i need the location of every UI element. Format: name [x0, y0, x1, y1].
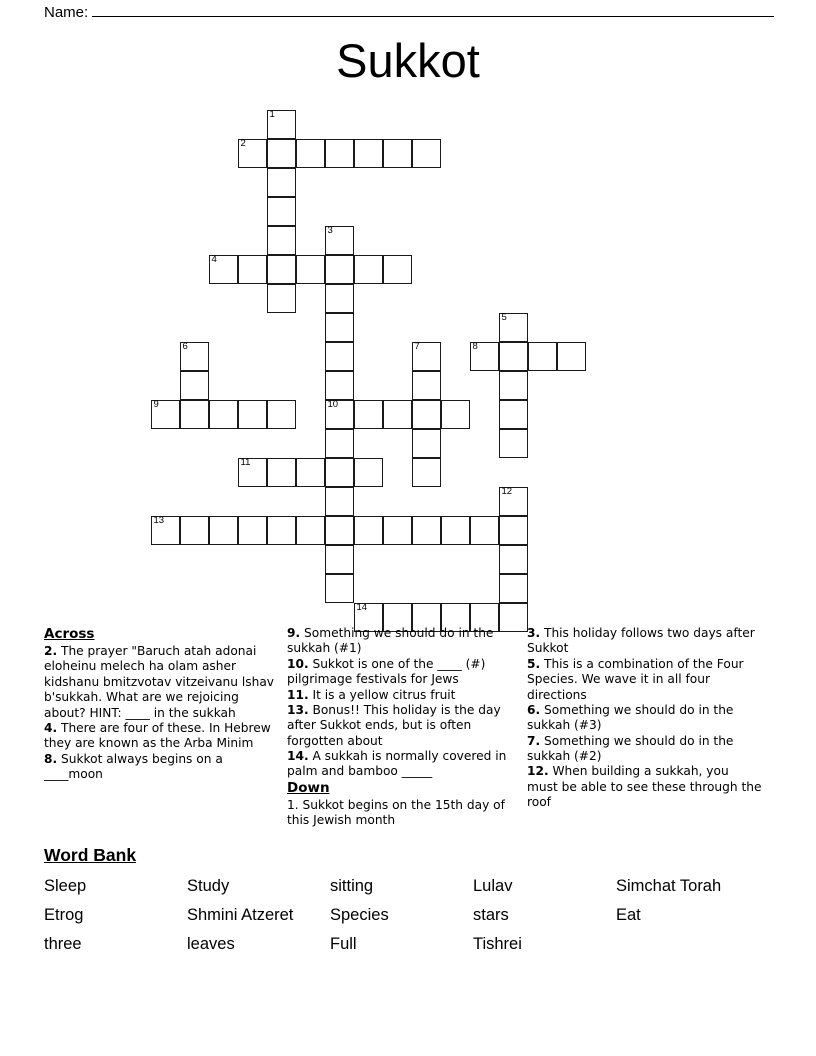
- grid-cell[interactable]: [238, 516, 267, 545]
- grid-cell[interactable]: [238, 255, 267, 284]
- grid-cell[interactable]: [354, 400, 383, 429]
- grid-cell-number: 5: [501, 312, 507, 323]
- grid-cell[interactable]: [499, 516, 528, 545]
- word-bank-empty: [616, 930, 759, 959]
- clue-text: This holiday follows two days after Sukkot: [527, 626, 755, 656]
- grid-cell[interactable]: [209, 400, 238, 429]
- down-heading: Down: [287, 779, 330, 796]
- grid-cell[interactable]: [354, 458, 383, 487]
- grid-cell[interactable]: [180, 342, 209, 371]
- grid-cell[interactable]: [325, 313, 354, 342]
- clues-section: [44, 626, 772, 829]
- clue-across-4: [44, 721, 277, 752]
- clue-number: 14.: [287, 749, 309, 763]
- grid-cell[interactable]: [499, 371, 528, 400]
- grid-cell[interactable]: [412, 342, 441, 371]
- word-bank-word[interactable]: Shmini Atzeret: [187, 906, 294, 924]
- grid-cell[interactable]: [325, 255, 354, 284]
- grid-cell-number: 10: [327, 399, 339, 410]
- grid-cell[interactable]: [180, 400, 209, 429]
- grid-cell[interactable]: [383, 400, 412, 429]
- grid-cell[interactable]: [151, 516, 180, 545]
- clue-text: Sukkot is one of the ____ (#) pilgrimage festivals for Jews: [287, 656, 486, 687]
- word-bank-word[interactable]: Sleep: [44, 877, 87, 895]
- clue-down-1: [287, 798, 517, 829]
- clue-across-8: [44, 752, 277, 783]
- word-bank: [44, 872, 774, 959]
- grid-cell[interactable]: [325, 516, 354, 545]
- grid-cell[interactable]: [325, 487, 354, 516]
- grid-cell[interactable]: [238, 139, 267, 168]
- clue-down-5: [527, 657, 762, 703]
- word-bank-row: [44, 930, 774, 959]
- clue-number: 3.: [527, 626, 541, 640]
- grid-cell[interactable]: [412, 429, 441, 458]
- clue-number: 5.: [527, 656, 541, 671]
- clue-number: 7.: [527, 733, 541, 748]
- grid-cell-number: 4: [211, 254, 217, 265]
- grid-cell[interactable]: [412, 458, 441, 487]
- grid-cell[interactable]: [412, 516, 441, 545]
- grid-cell[interactable]: [499, 400, 528, 429]
- word-bank-word[interactable]: leaves: [187, 935, 235, 953]
- grid-cell[interactable]: [267, 168, 296, 197]
- grid-cell[interactable]: [180, 371, 209, 400]
- grid-cell[interactable]: [499, 342, 528, 371]
- clues-column-3: [527, 626, 772, 829]
- clues-column-2: [287, 626, 527, 829]
- grid-cell[interactable]: [412, 139, 441, 168]
- clue-down-3: [527, 626, 762, 657]
- grid-cell-number: 12: [501, 486, 513, 497]
- grid-cell[interactable]: [267, 110, 296, 139]
- grid-cell[interactable]: [412, 371, 441, 400]
- grid-cell[interactable]: [296, 458, 325, 487]
- clue-text: Sukkot always begins on a ____moon: [44, 751, 223, 781]
- grid-cell-number: 7: [414, 341, 420, 352]
- grid-cell[interactable]: [557, 342, 586, 371]
- grid-cell-number: 2: [240, 138, 246, 149]
- word-bank-word[interactable]: Full: [330, 935, 357, 953]
- grid-cell[interactable]: [325, 429, 354, 458]
- grid-cell[interactable]: [354, 516, 383, 545]
- grid-cell[interactable]: [296, 516, 325, 545]
- clue-number: 11.: [287, 687, 309, 702]
- grid-cell[interactable]: [470, 342, 499, 371]
- clue-number: 13.: [287, 702, 309, 717]
- grid-cell-number: 3: [327, 225, 333, 236]
- word-bank-word[interactable]: Eat: [616, 906, 641, 924]
- grid-cell-number: 6: [182, 341, 188, 352]
- grid-cell[interactable]: [325, 284, 354, 313]
- clues-column-1: [44, 626, 287, 829]
- grid-cell[interactable]: [267, 226, 296, 255]
- grid-cell[interactable]: [267, 255, 296, 284]
- grid-cell[interactable]: [354, 139, 383, 168]
- grid-cell[interactable]: [267, 197, 296, 226]
- grid-cell[interactable]: [267, 284, 296, 313]
- grid-cell[interactable]: [383, 516, 412, 545]
- clue-number: 2.: [44, 644, 58, 658]
- across-heading: Across: [44, 626, 95, 642]
- grid-cell[interactable]: [296, 139, 325, 168]
- grid-cell[interactable]: [325, 342, 354, 371]
- clue-across-13: [287, 703, 517, 749]
- grid-cell[interactable]: [528, 342, 557, 371]
- clue-text: There are four of these. In Hebrew they are known as the Arba Minim: [44, 720, 271, 751]
- grid-cell[interactable]: [499, 313, 528, 342]
- clue-number: 6.: [527, 702, 541, 717]
- grid-cell[interactable]: [180, 516, 209, 545]
- clue-across-10: [287, 657, 517, 688]
- grid-cell-number: 1: [269, 109, 275, 120]
- grid-cell-number: 9: [153, 399, 159, 410]
- clue-down-6: [527, 703, 762, 734]
- grid-cell[interactable]: [354, 255, 383, 284]
- word-bank-row: [44, 872, 774, 901]
- clue-number: 9.: [287, 626, 301, 640]
- grid-cell[interactable]: [325, 400, 354, 429]
- word-bank-word[interactable]: Lulav: [473, 877, 513, 895]
- grid-cell[interactable]: [267, 400, 296, 429]
- grid-cell[interactable]: [499, 429, 528, 458]
- grid-cell[interactable]: [151, 400, 180, 429]
- clue-text: Something we should do in the sukkah (#2): [527, 733, 734, 763]
- clue-down-12: [527, 764, 762, 810]
- clue-across-14: [287, 749, 517, 780]
- word-bank-word[interactable]: Study: [187, 877, 230, 895]
- grid-cell-number: 13: [153, 515, 165, 526]
- grid-cell[interactable]: [325, 545, 354, 574]
- clue-across-2: [44, 644, 277, 721]
- grid-cell[interactable]: [267, 516, 296, 545]
- grid-cell[interactable]: [325, 139, 354, 168]
- clue-number: 1.: [287, 797, 299, 812]
- grid-cell[interactable]: [441, 400, 470, 429]
- grid-cell[interactable]: [209, 255, 238, 284]
- clue-text: The prayer "Baruch atah adonai eloheinu melech ha olam asher kidshanu bmitzvotav vitzeivanu lshav b'sukkah. What are we rejoicing about? HINT: ____ in the sukkah: [44, 644, 275, 720]
- clue-across-9: [287, 626, 517, 657]
- grid-cell[interactable]: [267, 458, 296, 487]
- grid-cell[interactable]: [267, 139, 296, 168]
- grid-cell[interactable]: [470, 516, 499, 545]
- grid-cell[interactable]: [325, 458, 354, 487]
- clue-text: Something we should do in the sukkah (#1): [287, 626, 494, 656]
- grid-cell[interactable]: [499, 574, 528, 603]
- grid-cell[interactable]: [296, 255, 325, 284]
- grid-cell[interactable]: [209, 516, 238, 545]
- grid-cell-number: 8: [472, 341, 478, 352]
- clue-text: Sukkot begins on the 15th day of this Jewish month: [287, 797, 505, 828]
- word-bank-word[interactable]: Etrog: [44, 906, 84, 924]
- word-bank-heading: Word Bank: [44, 845, 137, 865]
- grid-cell-number: 14: [356, 602, 368, 613]
- clue-text: When building a sukkah, you must be able to see these through the roof: [527, 764, 762, 810]
- clue-text: This is a combination of the Four Species. We wave it in all four directions: [527, 656, 744, 702]
- grid-cell[interactable]: [325, 574, 354, 603]
- clue-text: A sukkah is normally covered in palm and bamboo _____: [287, 749, 507, 779]
- clue-number: 10.: [287, 656, 309, 671]
- grid-cell[interactable]: [325, 371, 354, 400]
- word-bank-word[interactable]: Tishrei: [473, 935, 522, 953]
- clue-text: Something we should do in the sukkah (#3): [527, 702, 734, 733]
- grid-cell[interactable]: [441, 516, 470, 545]
- grid-cell[interactable]: [383, 139, 412, 168]
- page-title: Sukkot: [336, 34, 480, 87]
- grid-cell[interactable]: [238, 400, 267, 429]
- grid-cell-number: 11: [240, 457, 251, 468]
- clue-number: 4.: [44, 720, 58, 735]
- clue-number: 12.: [527, 764, 549, 779]
- word-bank-word[interactable]: stars: [473, 906, 509, 924]
- clue-down-7: [527, 734, 762, 765]
- clue-text: Bonus!! This holiday is the day after Sukkot ends, but is often forgotten about: [287, 702, 501, 748]
- word-bank-word[interactable]: Species: [330, 906, 389, 924]
- grid-cell[interactable]: [499, 487, 528, 516]
- word-bank-word[interactable]: three: [44, 935, 82, 953]
- name-label: Name:: [44, 4, 89, 21]
- word-bank-row: [44, 901, 774, 930]
- grid-cell[interactable]: [325, 226, 354, 255]
- word-bank-word[interactable]: Simchat Torah: [616, 877, 722, 895]
- clue-number: 8.: [44, 751, 58, 766]
- clue-text: It is a yellow citrus fruit: [312, 687, 456, 702]
- word-bank-word[interactable]: sitting: [330, 877, 374, 895]
- clue-across-11: [287, 688, 517, 703]
- grid-cell[interactable]: [499, 545, 528, 574]
- grid-cell[interactable]: [238, 458, 267, 487]
- grid-cell[interactable]: [383, 255, 412, 284]
- grid-cell[interactable]: [412, 400, 441, 429]
